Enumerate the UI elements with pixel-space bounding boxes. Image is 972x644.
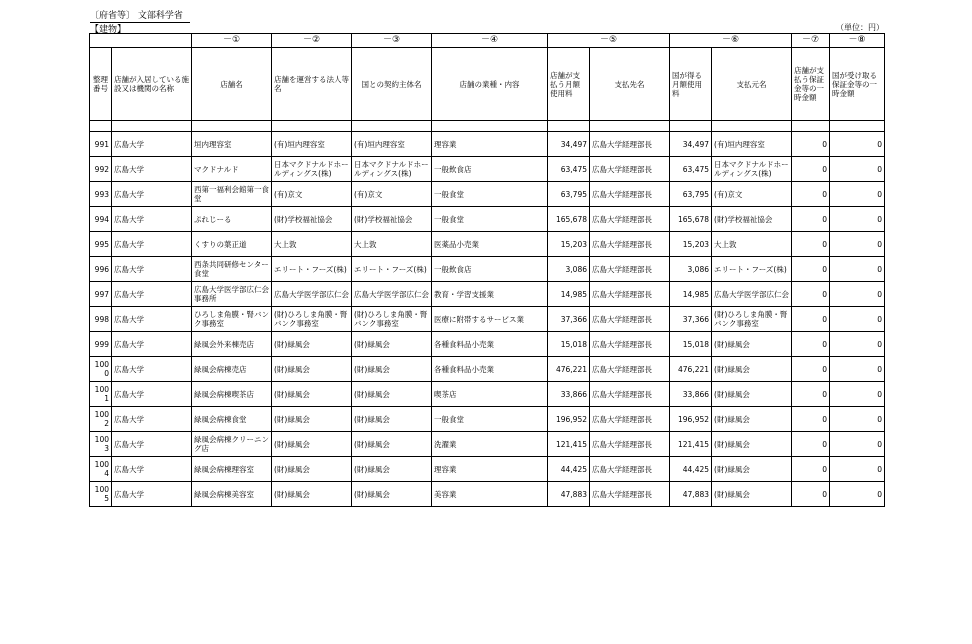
cell-pay-from: (財)緑風会 <box>712 407 792 432</box>
table-row <box>90 432 885 457</box>
table-row <box>90 457 885 482</box>
cell-operator: (財)緑風会 <box>272 357 352 382</box>
cell-no: 996 <box>90 257 112 282</box>
cell-operator: (財)緑風会 <box>272 482 352 507</box>
cell-deposit-paid: 0 <box>792 482 830 507</box>
cell-facility: 広島大学 <box>112 282 192 307</box>
cell-deposit-received: 0 <box>830 307 885 332</box>
cell-rent-received: 3,086 <box>670 257 712 282</box>
cell-pay-from: エリート・フーズ(株) <box>712 257 792 282</box>
cell-business: 医療に附帯するサービス業 <box>432 307 548 332</box>
cell-facility: 広島大学 <box>112 357 192 382</box>
cell-shop: 緑風会病棟売店 <box>192 357 272 382</box>
cell-facility: 広島大学 <box>112 457 192 482</box>
cell-operator: (財)緑風会 <box>272 382 352 407</box>
cell-deposit-paid: 0 <box>792 432 830 457</box>
cell-operator: 日本マクドナルドホールディングス(株) <box>272 157 352 182</box>
cell-rent-received: 14,985 <box>670 282 712 307</box>
cell-shop: 西条共同研修センター食堂 <box>192 257 272 282</box>
cell-business: 各種食料品小売業 <box>432 357 548 382</box>
cell-rent-paid: 37,366 <box>548 307 590 332</box>
cell-no: 992 <box>90 157 112 182</box>
cell-pay-from: (財)緑風会 <box>712 432 792 457</box>
cell-shop: 緑風会病棟食堂 <box>192 407 272 432</box>
cell-pay-to: 広島大学経理部長 <box>590 382 670 407</box>
cell-rent-received: 34,497 <box>670 132 712 157</box>
section-label: 【建物】 <box>90 25 127 35</box>
cell-rent-paid: 3,086 <box>548 257 590 282</box>
cell-pay-from: (財)緑風会 <box>712 357 792 382</box>
cell-rent-received: 37,366 <box>670 307 712 332</box>
cell-operator: (財)緑風会 <box>272 457 352 482</box>
cell-pay-to: 広島大学経理部長 <box>590 432 670 457</box>
cell-rent-paid: 15,203 <box>548 232 590 257</box>
table-row <box>90 332 885 357</box>
cell-deposit-received: 0 <box>830 457 885 482</box>
cell-rent-received: 63,475 <box>670 157 712 182</box>
spacer-row <box>90 121 885 132</box>
header-business: 店舗の業種・内容 <box>432 48 548 121</box>
cell-shop: 緑風会外来棟売店 <box>192 332 272 357</box>
table-row <box>90 157 885 182</box>
cell-rent-paid: 165,678 <box>548 207 590 232</box>
cell-shop: マクドナルド <box>192 157 272 182</box>
cell-pay-to: 広島大学経理部長 <box>590 157 670 182</box>
cell-facility: 広島大学 <box>112 382 192 407</box>
cell-facility: 広島大学 <box>112 132 192 157</box>
table-row <box>90 257 885 282</box>
cell-shop: 西第一福利会館第一食堂 <box>192 182 272 207</box>
cell-facility: 広島大学 <box>112 232 192 257</box>
cell-pay-to: 広島大学経理部長 <box>590 332 670 357</box>
header-rent-received: 国が得る月額使用料 <box>670 48 712 121</box>
cell-operator: 大上敦 <box>272 232 352 257</box>
cell-rent-paid: 63,475 <box>548 157 590 182</box>
cell-deposit-received: 0 <box>830 382 885 407</box>
cell-pay-to: 広島大学経理部長 <box>590 457 670 482</box>
cell-business: 理容業 <box>432 457 548 482</box>
cell-deposit-received: 0 <box>830 157 885 182</box>
cell-no: 993 <box>90 182 112 207</box>
header-facility: 店舗が入居している施設又は機関の名称 <box>112 48 192 121</box>
cell-business: 美容業 <box>432 482 548 507</box>
cell-deposit-paid: 0 <box>792 332 830 357</box>
col-number: －④ <box>432 34 548 48</box>
header-rent-paid: 店舗が支払う月額使用料 <box>548 48 590 121</box>
cell-deposit-paid: 0 <box>792 257 830 282</box>
cell-rent-received: 196,952 <box>670 407 712 432</box>
cell-rent-paid: 34,497 <box>548 132 590 157</box>
table-row <box>90 132 885 157</box>
cell-pay-from: 日本マクドナルドホールディングス(株) <box>712 157 792 182</box>
cell-rent-paid: 44,425 <box>548 457 590 482</box>
cell-deposit-received: 0 <box>830 432 885 457</box>
cell-no: 1001 <box>90 382 112 407</box>
cell-pay-from: (財)ひろしま角膜・腎バンク事務室 <box>712 307 792 332</box>
cell-pay-from: 広島大学医学部広仁会 <box>712 282 792 307</box>
cell-deposit-paid: 0 <box>792 457 830 482</box>
cell-rent-paid: 47,883 <box>548 482 590 507</box>
table-row <box>90 482 885 507</box>
cell-pay-from: (財)緑風会 <box>712 457 792 482</box>
table-row <box>90 357 885 382</box>
cell-pay-from: (財)学校福祉協会 <box>712 207 792 232</box>
cell-deposit-paid: 0 <box>792 157 830 182</box>
cell-deposit-paid: 0 <box>792 232 830 257</box>
col-number: －③ <box>352 34 432 48</box>
cell-contract: (財)緑風会 <box>352 382 432 407</box>
cell-contract: (財)緑風会 <box>352 332 432 357</box>
cell-no: 1005 <box>90 482 112 507</box>
cell-operator: (財)緑風会 <box>272 332 352 357</box>
cell-operator: (有)垣内理容室 <box>272 132 352 157</box>
cell-deposit-received: 0 <box>830 132 885 157</box>
col-number: －① <box>192 34 272 48</box>
cell-business: 一般食堂 <box>432 207 548 232</box>
cell-pay-to: 広島大学経理部長 <box>590 282 670 307</box>
cell-pay-from: (財)緑風会 <box>712 382 792 407</box>
cell-business: 各種食料品小売業 <box>432 332 548 357</box>
cell-pay-to: 広島大学経理部長 <box>590 207 670 232</box>
col-number: －⑦ <box>792 34 830 48</box>
cell-business: 喫茶店 <box>432 382 548 407</box>
cell-operator: (財)緑風会 <box>272 432 352 457</box>
cell-deposit-received: 0 <box>830 332 885 357</box>
lease-table <box>89 33 885 507</box>
cell-pay-to: 広島大学経理部長 <box>590 132 670 157</box>
unit-label: （単位：円） <box>836 23 884 32</box>
table-row <box>90 307 885 332</box>
cell-rent-received: 476,221 <box>670 357 712 382</box>
cell-pay-to: 広島大学経理部長 <box>590 182 670 207</box>
ministry-label: 〔府省等〕 文部科学省 <box>90 8 190 23</box>
cell-shop: 緑風会病棟クリーニング店 <box>192 432 272 457</box>
cell-rent-received: 165,678 <box>670 207 712 232</box>
cell-operator: (財)ひろしま角膜・腎バンク事務室 <box>272 307 352 332</box>
cell-operator: 広島大学医学部広仁会 <box>272 282 352 307</box>
cell-facility: 広島大学 <box>112 482 192 507</box>
cell-shop: 垣内理容室 <box>192 132 272 157</box>
cell-facility: 広島大学 <box>112 307 192 332</box>
cell-pay-from: (財)緑風会 <box>712 332 792 357</box>
cell-pay-to: 広島大学経理部長 <box>590 232 670 257</box>
cell-business: 一般飲食店 <box>432 257 548 282</box>
cell-deposit-received: 0 <box>830 207 885 232</box>
cell-deposit-paid: 0 <box>792 307 830 332</box>
cell-contract: (財)緑風会 <box>352 432 432 457</box>
col-number: －⑤ <box>548 34 670 48</box>
cell-no: 1003 <box>90 432 112 457</box>
header-operator: 店舗を運営する法人等名 <box>272 48 352 121</box>
header-no: 整理番号 <box>90 48 112 121</box>
cell-pay-to: 広島大学経理部長 <box>590 482 670 507</box>
cell-shop: 広島大学医学部広仁会事務所 <box>192 282 272 307</box>
cell-business: 洗濯業 <box>432 432 548 457</box>
cell-facility: 広島大学 <box>112 407 192 432</box>
cell-deposit-paid: 0 <box>792 132 830 157</box>
cell-contract: (有)垣内理容室 <box>352 132 432 157</box>
cell-deposit-paid: 0 <box>792 407 830 432</box>
cell-rent-paid: 15,018 <box>548 332 590 357</box>
cell-pay-to: 広島大学経理部長 <box>590 357 670 382</box>
cell-rent-paid: 476,221 <box>548 357 590 382</box>
cell-operator: (財)緑風会 <box>272 407 352 432</box>
cell-deposit-paid: 0 <box>792 207 830 232</box>
cell-contract: (財)緑風会 <box>352 482 432 507</box>
header-deposit-received: 国が受け取る保証金等の一時金額 <box>830 48 885 121</box>
cell-deposit-received: 0 <box>830 282 885 307</box>
cell-contract: (財)緑風会 <box>352 357 432 382</box>
cell-contract: (財)緑風会 <box>352 457 432 482</box>
cell-contract: (有)京文 <box>352 182 432 207</box>
cell-deposit-paid: 0 <box>792 182 830 207</box>
cell-facility: 広島大学 <box>112 157 192 182</box>
cell-business: 理容業 <box>432 132 548 157</box>
cell-deposit-paid: 0 <box>792 382 830 407</box>
cell-deposit-paid: 0 <box>792 357 830 382</box>
cell-shop: 緑風会病棟喫茶店 <box>192 382 272 407</box>
table-row <box>90 182 885 207</box>
cell-rent-received: 47,883 <box>670 482 712 507</box>
cell-contract: 大上敦 <box>352 232 432 257</box>
cell-facility: 広島大学 <box>112 182 192 207</box>
column-number-row <box>90 34 885 48</box>
blank-header-cell <box>90 34 192 48</box>
cell-no: 994 <box>90 207 112 232</box>
cell-deposit-received: 0 <box>830 257 885 282</box>
cell-no: 999 <box>90 332 112 357</box>
cell-operator: (有)京文 <box>272 182 352 207</box>
cell-contract: エリート・フーズ(株) <box>352 257 432 282</box>
cell-operator: エリート・フーズ(株) <box>272 257 352 282</box>
table-row <box>90 232 885 257</box>
cell-pay-from: (有)垣内理容室 <box>712 132 792 157</box>
cell-pay-from: (財)緑風会 <box>712 482 792 507</box>
cell-shop: 緑風会病棟理容室 <box>192 457 272 482</box>
cell-no: 1000 <box>90 357 112 382</box>
cell-rent-paid: 121,415 <box>548 432 590 457</box>
col-number: －② <box>272 34 352 48</box>
cell-deposit-paid: 0 <box>792 282 830 307</box>
cell-contract: 広島大学医学部広仁会 <box>352 282 432 307</box>
cell-deposit-received: 0 <box>830 232 885 257</box>
cell-shop: 緑風会病棟美容室 <box>192 482 272 507</box>
cell-rent-paid: 196,952 <box>548 407 590 432</box>
cell-rent-received: 63,795 <box>670 182 712 207</box>
col-number: －⑥ <box>670 34 792 48</box>
cell-rent-paid: 14,985 <box>548 282 590 307</box>
header-pay-to: 支払先名 <box>590 48 670 121</box>
cell-no: 991 <box>90 132 112 157</box>
cell-business: 一般食堂 <box>432 407 548 432</box>
cell-deposit-received: 0 <box>830 357 885 382</box>
table-row <box>90 407 885 432</box>
cell-pay-to: 広島大学経理部長 <box>590 257 670 282</box>
cell-contract: 日本マクドナルドホールディングス(株) <box>352 157 432 182</box>
table-row <box>90 282 885 307</box>
cell-business: 一般食堂 <box>432 182 548 207</box>
header-shop: 店舗名 <box>192 48 272 121</box>
cell-rent-received: 15,018 <box>670 332 712 357</box>
cell-rent-received: 121,415 <box>670 432 712 457</box>
cell-shop: ぷれじーる <box>192 207 272 232</box>
cell-facility: 広島大学 <box>112 432 192 457</box>
cell-contract: (財)緑風会 <box>352 407 432 432</box>
table-row <box>90 207 885 232</box>
header-row <box>90 48 885 121</box>
cell-no: 997 <box>90 282 112 307</box>
cell-contract: (財)学校福祉協会 <box>352 207 432 232</box>
cell-rent-received: 44,425 <box>670 457 712 482</box>
cell-rent-received: 33,866 <box>670 382 712 407</box>
cell-no: 1004 <box>90 457 112 482</box>
col-number: －⑧ <box>830 34 885 48</box>
cell-rent-received: 15,203 <box>670 232 712 257</box>
cell-deposit-received: 0 <box>830 407 885 432</box>
cell-no: 1002 <box>90 407 112 432</box>
cell-operator: (財)学校福祉協会 <box>272 207 352 232</box>
cell-deposit-received: 0 <box>830 482 885 507</box>
cell-rent-paid: 33,866 <box>548 382 590 407</box>
cell-no: 995 <box>90 232 112 257</box>
header-deposit-paid: 店舗が支払う保証金等の一時金額 <box>792 48 830 121</box>
header-pay-from: 支払元名 <box>712 48 792 121</box>
cell-shop: ひろしま角膜・腎バンク事務室 <box>192 307 272 332</box>
cell-facility: 広島大学 <box>112 207 192 232</box>
cell-facility: 広島大学 <box>112 332 192 357</box>
cell-deposit-received: 0 <box>830 182 885 207</box>
cell-contract: (財)ひろしま角膜・腎バンク事務室 <box>352 307 432 332</box>
cell-pay-from: 大上敦 <box>712 232 792 257</box>
cell-shop: くすりの葉正道 <box>192 232 272 257</box>
cell-pay-to: 広島大学経理部長 <box>590 307 670 332</box>
cell-business: 医薬品小売業 <box>432 232 548 257</box>
header-contract: 国との契約主体名 <box>352 48 432 121</box>
cell-no: 998 <box>90 307 112 332</box>
cell-business: 教育・学習支援業 <box>432 282 548 307</box>
cell-facility: 広島大学 <box>112 257 192 282</box>
cell-rent-paid: 63,795 <box>548 182 590 207</box>
table-row <box>90 382 885 407</box>
cell-pay-to: 広島大学経理部長 <box>590 407 670 432</box>
cell-pay-from: (有)京文 <box>712 182 792 207</box>
cell-business: 一般飲食店 <box>432 157 548 182</box>
